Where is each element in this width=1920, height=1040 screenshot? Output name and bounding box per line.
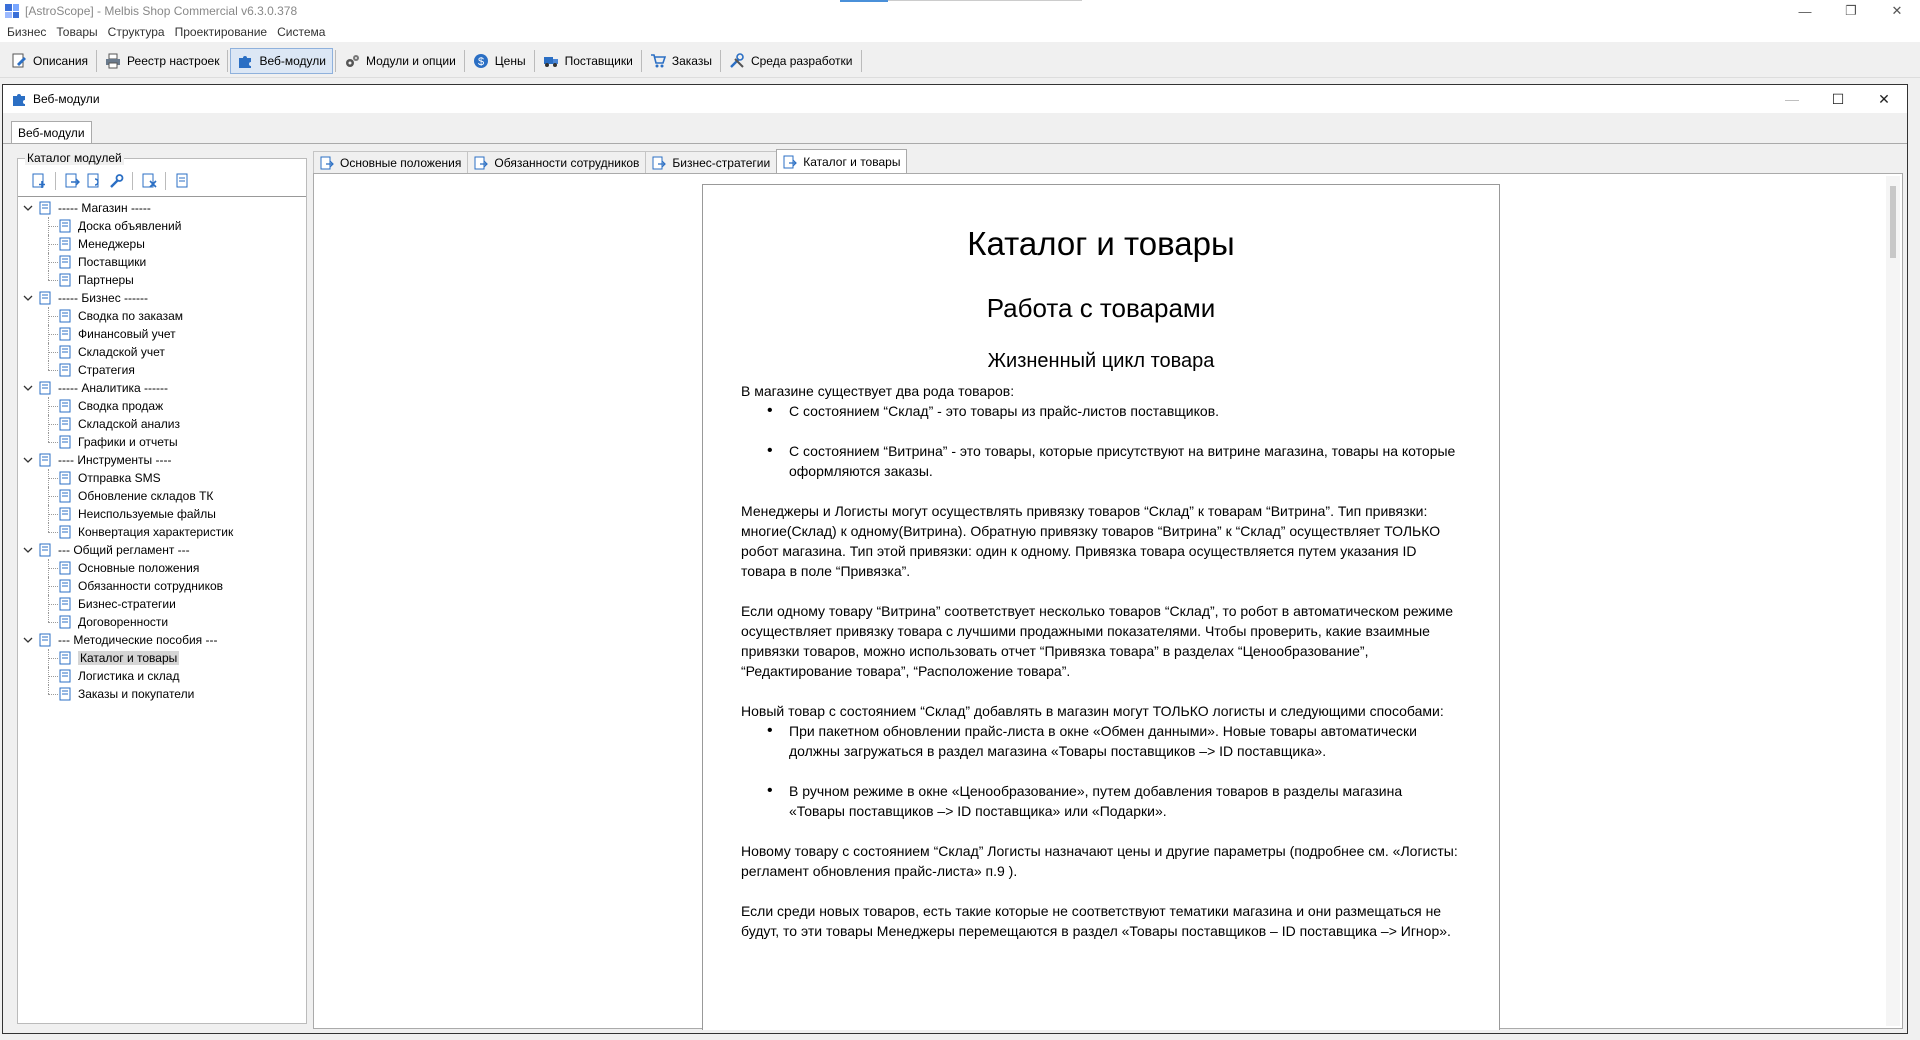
toolbar-web-modules-button[interactable] xyxy=(230,48,333,74)
module-page-icon xyxy=(58,597,72,611)
document-area xyxy=(313,151,1903,1029)
product-types-list xyxy=(741,401,1461,481)
chevron-down-icon[interactable] xyxy=(22,382,34,394)
delete-module-button[interactable] xyxy=(138,170,160,192)
tree-item-label: Сводка по заказам xyxy=(78,309,183,323)
page-arrow-icon xyxy=(64,173,80,189)
module-page-icon xyxy=(58,651,72,665)
cart-icon xyxy=(650,53,666,69)
restore-button[interactable]: ❐ xyxy=(1845,3,1857,18)
tree-item-label: Договоренности xyxy=(78,615,169,629)
tree-item[interactable] xyxy=(18,469,306,487)
dollar-icon xyxy=(473,53,489,69)
module-page-icon xyxy=(58,255,72,269)
tab-business-strategies[interactable] xyxy=(645,151,777,173)
module-group-icon xyxy=(38,453,52,467)
toolbar-settings-registry-button[interactable] xyxy=(99,48,225,74)
document-edit-icon xyxy=(11,53,27,69)
document-scrollbar[interactable] xyxy=(1886,176,1900,1026)
list-item: • С состоянием “Склад” - это товары из прайс-листов поставщиков. xyxy=(741,401,1461,421)
tree-item-label: Графики и отчеты xyxy=(78,435,178,449)
tree-item[interactable] xyxy=(18,505,306,523)
module-page-icon xyxy=(58,417,72,431)
document-tab-icon xyxy=(319,155,335,171)
document-tab-icon xyxy=(473,155,489,171)
menu-products[interactable]: Товары xyxy=(56,25,98,39)
title-divider-line xyxy=(888,0,1082,1)
module-group-icon xyxy=(38,543,52,557)
tree-item[interactable] xyxy=(18,487,306,505)
tab-label: Обязанности сотрудников xyxy=(494,155,640,170)
toolbar-modules-options-label: Модули и опции xyxy=(365,53,456,68)
module-page-icon xyxy=(58,399,72,413)
menu-business[interactable]: Бизнес xyxy=(7,25,47,39)
puzzle-icon xyxy=(237,53,253,69)
tree-item[interactable] xyxy=(18,649,306,667)
tab-web-modules[interactable]: Веб-модули xyxy=(11,121,92,143)
toolbar-descriptions-label: Описания xyxy=(33,53,89,68)
module-page-icon xyxy=(58,345,72,359)
tools-icon xyxy=(729,53,745,69)
toolbar-prices-button[interactable] xyxy=(467,48,532,74)
inner-close-button[interactable]: ✕ xyxy=(1878,90,1890,107)
toolbar-separator xyxy=(641,50,642,72)
toolbar-dev-env-label: Среда разработки xyxy=(750,53,853,68)
document-paragraph: Если одному товару “Витрина” соответствует несколько товаров “Склад”, то робот в автоматическом режиме осуществляет привязку товара с лучшими продажными показателями. Чтобы проверить, какие взаимные привязки товаров, можно использовать отчет “Привязка товара” в разделах “Ценообразование”, “Редактирование товара”, “Расположение товара”. xyxy=(741,603,1454,679)
web-modules-title-bar xyxy=(3,85,1907,113)
web-modules-window xyxy=(2,84,1908,1034)
module-page-icon xyxy=(58,561,72,575)
inner-minimize-button[interactable]: — xyxy=(1785,91,1799,107)
module-group-icon xyxy=(38,381,52,395)
menu-bar xyxy=(0,22,1920,42)
edit-module-button[interactable] xyxy=(105,170,127,192)
puzzle-icon xyxy=(11,91,27,107)
wrench-icon xyxy=(108,173,124,189)
module-page-icon xyxy=(58,615,72,629)
tree-item[interactable] xyxy=(18,325,306,343)
app-title-bar xyxy=(0,0,1920,22)
toolbar-separator xyxy=(55,172,56,190)
chevron-down-icon[interactable] xyxy=(22,544,34,556)
document-paragraph: Менеджеры и Логисты могут осуществлять привязку товаров “Склад” к товарам “Витрина”. Тип привязки: многие(Склад) к одному(Витрина). Обратную привязку товаров “Витрина” к “Склад” осуществляет ТОЛЬКО робот магазина. Тип этой привязки: один к одному. Привязка товара осуществляется путем указания ID товара в поле “Привязка”. xyxy=(741,503,1441,579)
tree-group[interactable] xyxy=(18,199,306,217)
toolbar-separator xyxy=(534,50,535,72)
tree-item-label: Менеджеры xyxy=(78,237,145,251)
toolbar-separator xyxy=(96,50,97,72)
module-page-icon xyxy=(58,489,72,503)
toolbar-separator xyxy=(132,172,133,190)
page-icon xyxy=(174,173,190,189)
tree-item[interactable] xyxy=(18,307,306,325)
tree-item-label: Отправка SMS xyxy=(78,471,161,485)
toolbar-orders-button[interactable] xyxy=(644,48,718,74)
tree-item-label: Каталог и товары xyxy=(80,651,178,665)
toolbar-dev-env-button[interactable] xyxy=(723,48,859,74)
module-group-icon xyxy=(38,291,52,305)
module-page-icon xyxy=(58,669,72,683)
copy-module-button[interactable] xyxy=(83,170,105,192)
tree-item-label: Складской учет xyxy=(78,345,165,359)
tree-item-label: Неиспользуемые файлы xyxy=(78,507,216,521)
tree-group-label: ----- Магазин ----- xyxy=(58,201,151,215)
tree-item-label: Поставщики xyxy=(78,255,147,269)
list-item: • В ручном режиме в окне «Ценообразование», путем добавления товаров в разделы магазина «Товары поставщиков –> ID поставщика» или «Подарки». xyxy=(741,781,1461,821)
tree-item[interactable] xyxy=(18,361,306,379)
module-page-icon xyxy=(58,237,72,251)
chevron-down-icon[interactable] xyxy=(22,292,34,304)
tab-label: Бизнес-стратегии xyxy=(672,155,771,170)
tree-item[interactable] xyxy=(18,253,306,271)
web-modules-title: Веб-модули xyxy=(33,92,100,106)
module-page-icon xyxy=(58,435,72,449)
tree-item[interactable] xyxy=(18,685,306,703)
tree-item-label: Обновление складов ТК xyxy=(78,489,214,503)
toolbar-prices-label: Цены xyxy=(494,53,526,68)
toolbar-web-modules-label: Веб-модули xyxy=(259,53,326,68)
add-child-button[interactable] xyxy=(61,170,83,192)
document-tab-icon xyxy=(782,154,798,170)
tree-item-label: Финансовый учет xyxy=(78,327,176,341)
tab-strip-line xyxy=(3,143,1907,144)
toolbar-separator xyxy=(227,50,228,72)
list-item: • С состоянием “Витрина” - это товары, которые присутствуют на витрине магазина, товары на которые оформляются заказы. xyxy=(741,441,1461,481)
tree-item-label: Партнеры xyxy=(78,273,134,287)
page-copy-icon xyxy=(86,173,102,189)
module-catalog-panel xyxy=(17,158,307,1024)
module-page-icon xyxy=(58,327,72,341)
toolbar-separator xyxy=(861,50,862,72)
tree-item-label: Конвертация характеристик xyxy=(78,525,234,539)
menu-design[interactable]: Проектирование xyxy=(174,25,268,39)
tab-employee-duties[interactable] xyxy=(467,151,646,173)
list-item: • При пакетном обновлении прайс-листа в окне «Обмен данными». Новые товары автоматически должны загружаться в раздел магазина «Товары поставщиков –> ID поставщика». xyxy=(741,721,1461,761)
toolbar-separator xyxy=(720,50,721,72)
tree-item[interactable] xyxy=(18,613,306,631)
tree-item-label: Сводка продаж xyxy=(78,399,164,413)
tree-item-label: Доска объявлений xyxy=(78,219,182,233)
module-page-icon xyxy=(58,525,72,539)
document-section-heading: Жизненный цикл товара xyxy=(987,350,1215,372)
tab-catalog-products[interactable] xyxy=(776,149,907,173)
tree-group-label: ----- Аналитика ------ xyxy=(58,381,169,395)
chevron-down-icon[interactable] xyxy=(22,454,34,466)
module-page-icon xyxy=(58,579,72,593)
scrollbar-thumb[interactable] xyxy=(1890,186,1896,258)
tree-item[interactable] xyxy=(18,559,306,577)
minimize-button[interactable]: — xyxy=(1798,3,1812,19)
tree-group[interactable] xyxy=(18,289,306,307)
module-group-icon xyxy=(38,201,52,215)
module-catalog-caption: Каталог модулей xyxy=(27,151,122,165)
add-module-button[interactable] xyxy=(28,170,50,192)
toolbar-separator xyxy=(335,50,336,72)
document-subtitle: Работа с товарами xyxy=(986,293,1216,323)
document-paragraph: В магазине существует два рода товаров: xyxy=(741,383,1015,399)
main-toolbar xyxy=(0,44,1920,78)
tree-item[interactable] xyxy=(18,595,306,613)
tree-item[interactable] xyxy=(18,397,306,415)
tab-label: Основные положения xyxy=(340,155,462,170)
tree-item-label: Бизнес-стратегии xyxy=(78,597,176,611)
document-paragraph: Новому товару с состоянием “Склад” Логисты назначают цены и другие параметры (подробнее см. «Логисты: регламент обновления прайс-листа» п.9 ). xyxy=(741,843,1458,879)
tree-item[interactable] xyxy=(18,217,306,235)
module-properties-button[interactable] xyxy=(171,170,193,192)
document-title: Каталог и товары xyxy=(967,225,1235,262)
menu-system[interactable]: Система xyxy=(277,25,326,39)
tree-group-label: --- Общий регламент --- xyxy=(58,543,190,557)
tree-group[interactable] xyxy=(18,451,306,469)
svg-text:$: $ xyxy=(477,55,484,68)
tree-group-label: ---- Инструменты ---- xyxy=(58,453,172,467)
tree-group[interactable] xyxy=(18,379,306,397)
document-page xyxy=(702,184,1500,1030)
tree-item[interactable] xyxy=(18,433,306,451)
tree-item-label: Обязанности сотрудников xyxy=(78,579,224,593)
tree-group-label: ----- Бизнес ------ xyxy=(58,291,149,305)
module-page-icon xyxy=(58,309,72,323)
printer-icon xyxy=(105,53,121,69)
toolbar-orders-label: Заказы xyxy=(671,53,712,68)
tree-item[interactable] xyxy=(18,343,306,361)
toolbar-settings-registry-label: Реестр настроек xyxy=(127,53,220,68)
tree-item-label: Складской анализ xyxy=(78,417,181,431)
document-tabs xyxy=(313,151,906,173)
toolbar-separator xyxy=(165,172,166,190)
tree-item-label: Логистика и склад xyxy=(78,669,180,683)
tree-item[interactable] xyxy=(18,271,306,289)
add-page-icon xyxy=(31,173,47,189)
module-page-icon xyxy=(58,471,72,485)
document-paragraph: Новый товар с состоянием “Склад” добавлять в магазин могут ТОЛЬКО логисты и следующими способами: xyxy=(741,703,1444,719)
document-viewer xyxy=(313,173,1903,1029)
toolbar-suppliers-button[interactable] xyxy=(537,48,639,74)
toolbar-descriptions-button[interactable] xyxy=(5,48,94,74)
catalog-toolbar xyxy=(18,165,306,197)
add-methods-list xyxy=(741,721,1461,821)
toolbar-separator xyxy=(464,50,465,72)
page-delete-icon xyxy=(141,173,157,189)
module-group-icon xyxy=(38,633,52,647)
module-page-icon xyxy=(58,219,72,233)
tree-group[interactable] xyxy=(18,631,306,649)
gears-icon xyxy=(344,53,360,69)
tree-item-label: Стратегия xyxy=(78,363,135,377)
tab-main-provisions[interactable] xyxy=(313,151,468,173)
toolbar-suppliers-label: Поставщики xyxy=(564,53,633,68)
app-logo-icon xyxy=(5,4,19,18)
tree-item-label: Заказы и покупатели xyxy=(78,687,195,701)
close-button[interactable]: ✕ xyxy=(1891,3,1903,18)
app-title: [AstroScope] - Melbis Shop Commercial v6.3.0.378 xyxy=(25,4,298,18)
tree-item[interactable] xyxy=(18,235,306,253)
toolbar-modules-options-button[interactable] xyxy=(338,48,462,74)
tree-item[interactable] xyxy=(18,577,306,595)
tab-label: Каталог и товары xyxy=(803,154,901,169)
menu-structure[interactable]: Структура xyxy=(107,25,165,39)
tree-item[interactable] xyxy=(18,523,306,541)
module-page-icon xyxy=(58,273,72,287)
chevron-down-icon[interactable] xyxy=(22,634,34,646)
inner-maximize-button[interactable]: ☐ xyxy=(1831,90,1845,107)
tree-group-label: --- Методические пособия --- xyxy=(58,633,218,647)
document-paragraph: Если среди новых товаров, есть такие которые не соответствуют тематики магазина и они размещаться не будут, то эти товары Менеджеры перемещаются в раздел «Товары поставщиков – ID поставщика –> Игнор». xyxy=(741,903,1451,939)
tree-item[interactable] xyxy=(18,667,306,685)
module-page-icon xyxy=(58,687,72,701)
document-tab-icon xyxy=(651,155,667,171)
module-page-icon xyxy=(58,363,72,377)
chevron-down-icon[interactable] xyxy=(22,202,34,214)
module-tree xyxy=(18,197,306,703)
truck-icon xyxy=(543,53,559,69)
tree-item[interactable] xyxy=(18,415,306,433)
title-accent-line xyxy=(840,0,888,2)
tree-item-label: Основные положения xyxy=(78,561,200,575)
tree-group[interactable] xyxy=(18,541,306,559)
module-page-icon xyxy=(58,507,72,521)
